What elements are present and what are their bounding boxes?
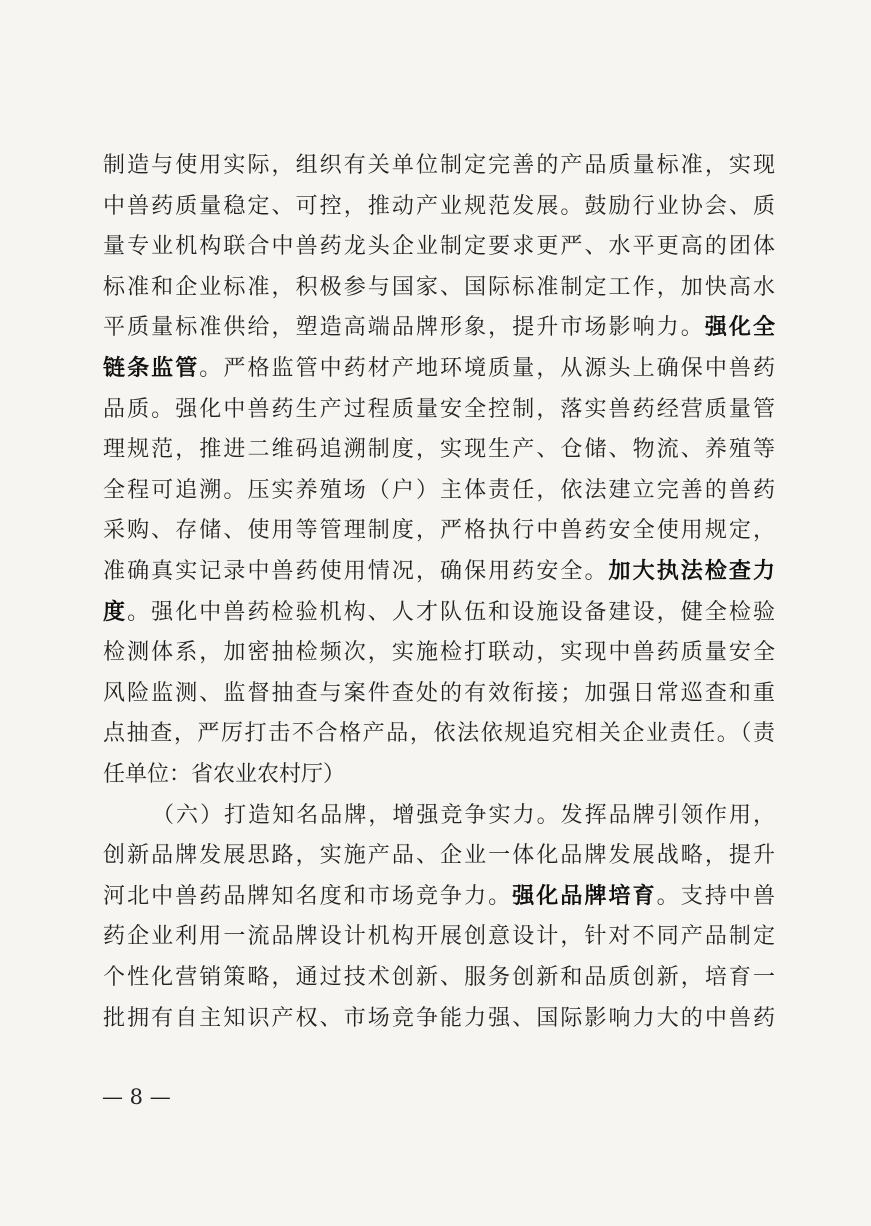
paragraph-text: 平质量标准供给，塑造高端品牌形象，提升市场影响力。 xyxy=(103,315,705,341)
text-line xyxy=(103,958,775,998)
paragraph-text: 药企业利用一流品牌设计机构开展创意设计，针对不同产品制定 xyxy=(103,924,775,950)
text-line xyxy=(103,552,775,592)
text-line xyxy=(103,714,775,754)
paragraph-text: （六）打造知名品牌，增强竞争实力。发挥品牌引领作用， xyxy=(152,802,775,828)
paragraph-text: 品质。强化中兽药生产过程质量安全控制，落实兽药经营质量管 xyxy=(103,396,775,422)
text-line xyxy=(103,633,775,673)
paragraph-text: 全程可追溯。压实养殖场（户）主体责任，依法建立完善的兽药 xyxy=(103,477,775,503)
paragraph-text: 。支持中兽 xyxy=(656,883,775,909)
text-line xyxy=(103,999,775,1039)
paragraph-text: 中兽药质量稳定、可控，推动产业规范发展。鼓励行业协会、质 xyxy=(103,193,775,219)
paragraph-text: 制造与使用实际，组织有关单位制定完善的产品质量标准，实现 xyxy=(103,153,775,178)
paragraph-text: 理规范，推进二维码追溯制度，实现生产、仓储、物流、养殖等 xyxy=(103,437,775,463)
paragraph-text: 个性化营销策略，通过技术创新、服务创新和品质创新，培育一 xyxy=(103,965,775,990)
text-line xyxy=(103,917,775,957)
paragraph-text: 任单位：省农业农村厅） xyxy=(103,762,346,787)
bold-heading-text: 链条监管 xyxy=(103,356,200,381)
text-line xyxy=(103,755,775,795)
text-line xyxy=(103,268,775,308)
text-line xyxy=(103,390,775,430)
paragraph-text: 准确真实记录中兽药使用情况，确保用药安全。 xyxy=(103,559,609,584)
text-line xyxy=(103,674,775,714)
text-line xyxy=(103,227,775,267)
paragraph-text: 创新品牌发展思路，实施产品、企业一体化品牌发展战略，提升 xyxy=(103,843,775,869)
paragraph-text: 河北中兽药品牌知名度和市场竞争力。 xyxy=(103,883,513,909)
bold-heading-text: 强化品牌培育 xyxy=(512,883,657,909)
paragraph-text: 采购、存储、使用等管理制度，严格执行中兽药安全使用规定， xyxy=(103,518,775,544)
paragraph-text: 风险监测、监督抽查与案件查处的有效衔接；加强日常巡查和重 xyxy=(103,680,775,706)
text-line xyxy=(103,511,775,551)
paragraph-text: 批拥有自主知识产权、市场竞争能力强、国际影响力大的中兽药 xyxy=(103,1005,775,1031)
bold-heading-text: 度 xyxy=(103,599,128,625)
text-line xyxy=(103,471,775,511)
text-line xyxy=(103,877,775,917)
text-line xyxy=(103,187,775,227)
page-number: — 8 — xyxy=(102,1085,171,1109)
text-line xyxy=(103,308,775,348)
text-line xyxy=(103,836,775,876)
paragraph-text: 。强化中兽药检验机构、人才队伍和设施设备建设，健全检验 xyxy=(127,599,775,625)
paragraph-text: 量专业机构联合中兽药龙头企业制定要求更严、水平更高的团体 xyxy=(103,234,775,260)
paragraph-text: 。严格监管中药材产地环境质量，从源头上确保中兽药 xyxy=(199,356,775,381)
bold-heading-text: 加大执法检查力 xyxy=(608,559,775,584)
text-line xyxy=(103,146,775,186)
text-line xyxy=(103,430,775,470)
text-line xyxy=(152,796,775,836)
bold-heading-text: 强化全 xyxy=(704,315,775,341)
paragraph-text: 标准和企业标准，积极参与国家、国际标准制定工作，加快高水 xyxy=(103,274,775,300)
paragraph-text: 检测体系，加密抽检频次，实施检打联动，实现中兽药质量安全 xyxy=(103,640,775,666)
text-line xyxy=(103,349,775,389)
paragraph-text: 点抽查，严厉打击不合格产品，依法依规追究相关企业责任。（责 xyxy=(103,721,775,747)
text-line xyxy=(103,593,775,633)
